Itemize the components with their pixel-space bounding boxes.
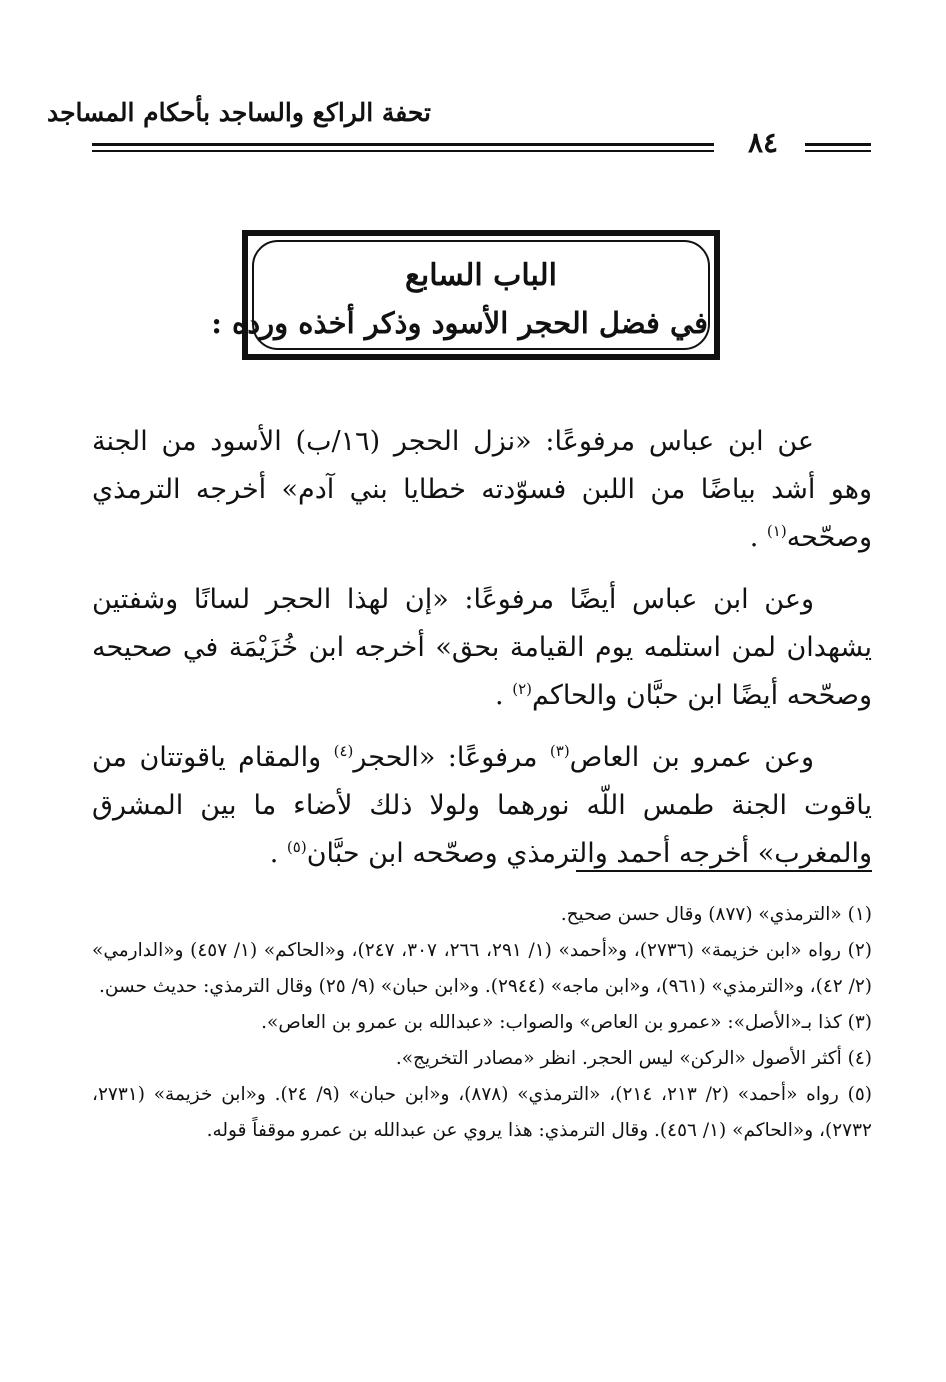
paragraph-3	[92, 734, 872, 878]
footnote-5: (٥) رواه «أحمد» (٢/ ٢١٣، ٢١٤)، «الترمذي» (٨٧٨)، و«ابن حبان» (٩/ ٢٤). و«ابن خزيمة» (٢٧٣١، ٢٧٣٢)، و«الحاكم» (١/ ٤٥٦). وقال الترمذي: هذا يروي عن عبدالله بن عمرو موقفاً قوله.	[92, 1084, 872, 1141]
chapter-heading-inner-frame	[211, 240, 710, 350]
chapter-title: الباب السابع	[404, 258, 558, 293]
header-rule-thick	[92, 143, 714, 146]
footnotes	[92, 897, 872, 1149]
paragraph-1	[92, 418, 872, 562]
paragraph-2-text: وعن ابن عباس أيضًا مرفوعًا: «إن لهذا الحجر لسانًا وشفتين يشهدان لمن استلمه يوم القيامة بحق» أخرجه ابن خُزَيْمَة في صحيحه وصحّحه أيضًا ابن حبَّان والحاكم	[92, 584, 872, 711]
footnote-ref-4: (٤)	[333, 742, 354, 760]
paragraph-1-text: عن ابن عباس مرفوعًا: «نزل الحجر (١٦/ب) الأسود من الجنة وهو أشد بياضًا من اللبن فسوّدته خطايا بني آدم» أخرجه الترمذي وصحّحه	[92, 426, 872, 553]
paragraph-1-end: .	[749, 522, 767, 553]
footnote-ref-2: (٢)	[512, 680, 532, 698]
footnote-1: (١) «الترمذي» (٨٧٧) وقال حسن صحيح.	[560, 904, 872, 925]
footnote-separator	[576, 870, 872, 872]
paragraph-3-text-a: وعن عمرو بن العاص	[569, 742, 814, 773]
footnote-ref-5: (٥)	[286, 838, 307, 856]
footnote-4: (٤) أكثر الأصول «الركن» ليس الحجر. انظر «مصادر التخريج».	[395, 1048, 872, 1069]
paragraph-3-end: .	[269, 838, 287, 869]
footnote-3: (٣) كذا بـ«الأصل»: «عمرو بن العاص» والصواب: «عبدالله بن عمرو بن العاص».	[261, 1012, 872, 1033]
paragraph-3-text-c: والمقام ياقوتتان من ياقوت الجنة طمس اللّه نورهما ولولا ذلك لأضاء ما بين المشرق والمغرب» أخرجه أحمد والترمذي وصحّحه ابن حبَّان	[92, 742, 872, 869]
paragraph-2	[92, 576, 872, 720]
page-number-rule-thick	[805, 143, 871, 146]
paragraph-3-text-b: مرفوعًا: «الحجر	[353, 742, 550, 773]
paragraph-2-end: .	[495, 680, 513, 711]
header-rule-thin	[92, 150, 714, 152]
footnote-ref-1: (١)	[766, 522, 787, 540]
chapter-subtitle: في فضل الحجر الأسود وذكر أخذه ورده :	[211, 306, 708, 340]
main-text	[92, 418, 872, 892]
chapter-heading-frame	[211, 230, 720, 360]
page-number: ٨٤	[747, 126, 779, 159]
running-header-title: تحفة الراكع والساجد بأحكام المساجد	[46, 98, 431, 127]
page-number-rule-thin	[805, 150, 871, 152]
footnote-2: (٢) رواه «ابن خزيمة» (٢٧٣٦)، و«أحمد» (١/ ٢٩١، ٢٦٦، ٣٠٧، ٢٤٧)، و«الحاكم» (١/ ٤٥٧) و«الدارمي» (٢/ ٤٢)، و«الترمذي» (٩٦١)، و«ابن ماجه» (٢٩٤٤). و«ابن حبان» (٩/ ٢٥) وقال الترمذي: حديث حسن.	[92, 940, 872, 997]
footnote-ref-3: (٣)	[549, 742, 570, 760]
